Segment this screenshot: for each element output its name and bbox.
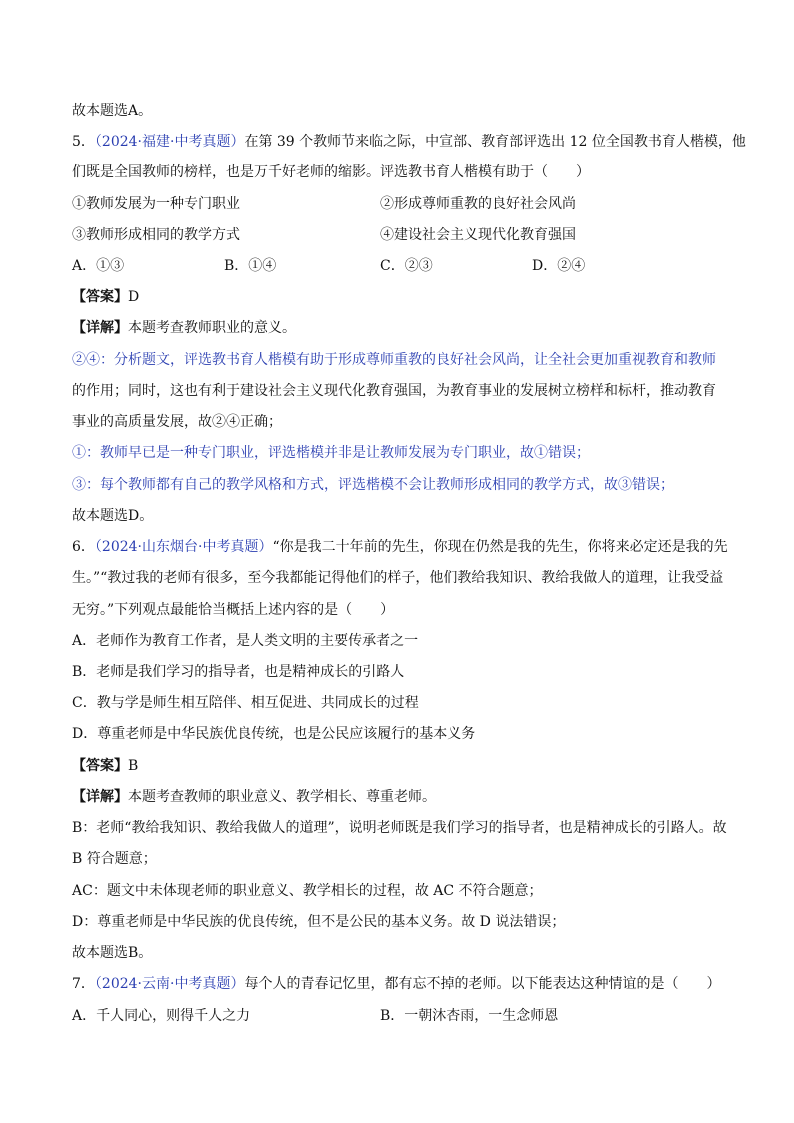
q6-option-a: A．老师作为教育工作者，是人类文明的主要传承者之一 bbox=[72, 633, 419, 649]
q5-stem-line-1 bbox=[72, 132, 746, 152]
q5-analysis-1-line-3: 事业的高质量发展，故②④正确； bbox=[72, 414, 282, 430]
q6-detail-label: 【详解】 bbox=[72, 789, 128, 805]
q6-source: （2024·山东烟台·中考真题） bbox=[94, 539, 273, 555]
q7-stem-text-1: 每个人的青春记忆里，都有忘不掉的老师。以下能表达这种情谊的是（ ） bbox=[244, 976, 721, 992]
q5-analysis-3: ③：每个教师都有自己的教学风格和方式，评选楷模不会让教师形成相同的教学方式，故③错误； bbox=[72, 477, 674, 493]
q6-number: 6． bbox=[72, 539, 95, 555]
q6-detail bbox=[72, 787, 732, 807]
q5-item-2: ②形成尊师重教的良好社会风尚 bbox=[380, 196, 576, 212]
q5-item-1: ①教师发展为一种专门职业 bbox=[72, 196, 240, 212]
q7-option-a: A．千人同心，则得千人之力 bbox=[72, 1008, 251, 1024]
q4-conclusion: 故本题选A。 bbox=[72, 103, 153, 119]
q6-analysis-1-line-2: B 符合题意； bbox=[72, 851, 157, 867]
q5-analysis-2: ①：教师早已是一种专门职业，评选楷模并非是让教师发展为专门职业，故①错误； bbox=[72, 445, 590, 461]
q5-option-b: B．①④ bbox=[224, 258, 277, 274]
q5-detail bbox=[72, 318, 732, 338]
q5-detail-label: 【详解】 bbox=[72, 320, 128, 336]
q5-analysis-1-line-1: ②④：分析题文，评选教书育人楷模有助于形成尊师重教的良好社会风尚，让全社会更加重视教育和教师 bbox=[72, 352, 716, 368]
q5-answer-value: D bbox=[128, 289, 140, 305]
q5-source: （2024·福建·中考真题） bbox=[94, 134, 245, 150]
q6-analysis-1-line-1: B：老师“教给我知识、教给我做人的道理”，说明老师既是我们学习的指导者，也是精神成长的引路人。故 bbox=[72, 820, 727, 836]
q7-stem-line-1 bbox=[72, 974, 732, 994]
q5-conclusion: 故本题选D。 bbox=[72, 508, 154, 524]
q6-analysis-2: AC：题文中未体现老师的职业意义、教学相长的过程，故 AC 不符合题意； bbox=[72, 883, 543, 899]
q5-item-4: ④建设社会主义现代化教育强国 bbox=[380, 227, 576, 243]
q5-answer bbox=[72, 287, 732, 307]
q6-option-b: B．老师是我们学习的指导者，也是精神成长的引路人 bbox=[72, 664, 405, 680]
q5-number: 5． bbox=[72, 134, 95, 150]
q7-source: （2024·云南·中考真题） bbox=[94, 976, 245, 992]
q5-option-c: C．②③ bbox=[380, 258, 433, 274]
q6-analysis-3: D：尊重老师是中华民族的优良传统，但不是公民的基本义务。故 D 说法错误； bbox=[72, 914, 566, 930]
q6-stem-line-2: 生。”“教过我的老师有很多，至今我都能记得他们的样子，他们教给我知识、教给我做人的道理，让我受益 bbox=[72, 570, 724, 586]
q6-stem-line-3: 无穷。”下列观点最能恰当概括上述内容的是（ ） bbox=[72, 602, 395, 618]
q5-item-3: ③教师形成相同的教学方式 bbox=[72, 227, 240, 243]
q6-answer bbox=[72, 756, 732, 776]
q6-stem-line-1 bbox=[72, 537, 732, 557]
q6-detail-text: 本题考查教师的职业意义、教学相长、尊重老师。 bbox=[128, 789, 436, 805]
q5-detail-text: 本题考查教师职业的意义。 bbox=[128, 320, 296, 336]
q5-option-a: A．①③ bbox=[72, 258, 125, 274]
q6-answer-label: 【答案】 bbox=[72, 758, 128, 774]
q5-stem-line-2: 们既是全国教师的榜样，也是万千好老师的缩影。评选教书育人楷模有助于（ ） bbox=[72, 164, 590, 180]
q6-conclusion: 故本题选B。 bbox=[72, 945, 153, 961]
q5-option-d: D．②④ bbox=[532, 258, 586, 274]
q5-answer-label: 【答案】 bbox=[72, 289, 128, 305]
q6-stem-text-1: “你是我二十年前的先生，你现在仍然是我的先生，你将来必定还是我的先 bbox=[272, 539, 728, 555]
q6-answer-value: B bbox=[128, 758, 139, 774]
q7-option-b: B．一朝沐杏雨，一生念师恩 bbox=[380, 1008, 559, 1024]
q7-number: 7． bbox=[72, 976, 95, 992]
q5-analysis-1-line-2: 的作用；同时，这也有利于建设社会主义现代化教育强国，为教育事业的发展树立榜样和标杆，推动教育 bbox=[72, 383, 716, 399]
q6-option-c: C．教与学是师生相互陪伴、相互促进、共同成长的过程 bbox=[72, 695, 419, 711]
q6-option-d: D．尊重老师是中华民族优良传统，也是公民应该履行的基本义务 bbox=[72, 726, 476, 742]
q5-stem-text-1: 在第 39 个教师节来临之际，中宣部、教育部评选出 12 位全国教书育人楷模，他 bbox=[244, 134, 746, 150]
